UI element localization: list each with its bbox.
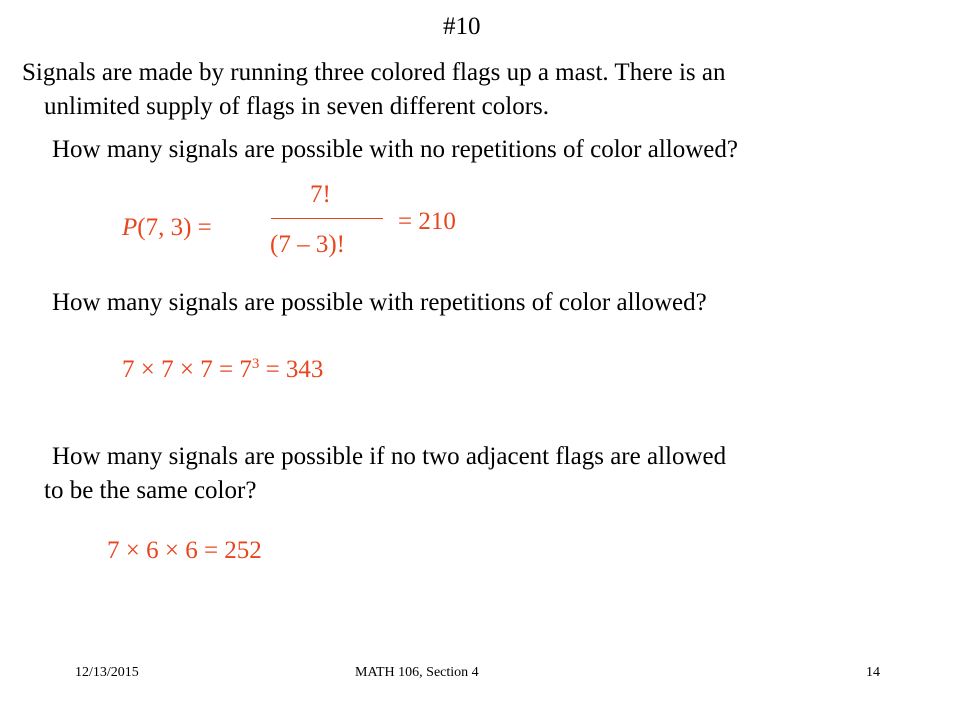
question-3-line-2: to be the same color? bbox=[44, 477, 257, 504]
intro-line-2: unlimited supply of flags in seven different colors. bbox=[44, 93, 549, 120]
footer-page-number: 14 bbox=[866, 665, 880, 680]
question-2: How many signals are possible with repetitions of color allowed? bbox=[52, 289, 707, 316]
fraction-numerator: 7! bbox=[310, 181, 331, 208]
intro-line-1: Signals are made by running three colored flags up a mast. There is an bbox=[22, 59, 726, 86]
question-1: How many signals are possible with no repetitions of color allowed? bbox=[52, 136, 738, 163]
permutation-args: (7, 3) = bbox=[137, 214, 212, 241]
footer-date: 12/13/2015 bbox=[75, 665, 139, 680]
fraction-bar bbox=[271, 218, 383, 219]
power-exponent: 3 bbox=[251, 356, 260, 372]
answer-1: = 210 bbox=[398, 208, 456, 235]
power-result: = 343 bbox=[259, 356, 324, 383]
slide-title: #10 bbox=[443, 13, 481, 40]
footer-course: MATH 106, Section 4 bbox=[355, 665, 479, 680]
fraction-denominator: (7 – 3)! bbox=[270, 231, 345, 258]
permutation-lhs bbox=[122, 213, 212, 243]
question-3-line-1: How many signals are possible if no two adjacent flags are allowed bbox=[52, 443, 727, 470]
product-expression: 7 × 7 × 7 = bbox=[122, 356, 234, 383]
permutation-symbol: P bbox=[122, 214, 138, 241]
answer-3: 7 × 6 × 6 = 252 bbox=[107, 537, 262, 564]
power-base: 7 bbox=[239, 356, 252, 383]
answer-2 bbox=[122, 355, 323, 385]
